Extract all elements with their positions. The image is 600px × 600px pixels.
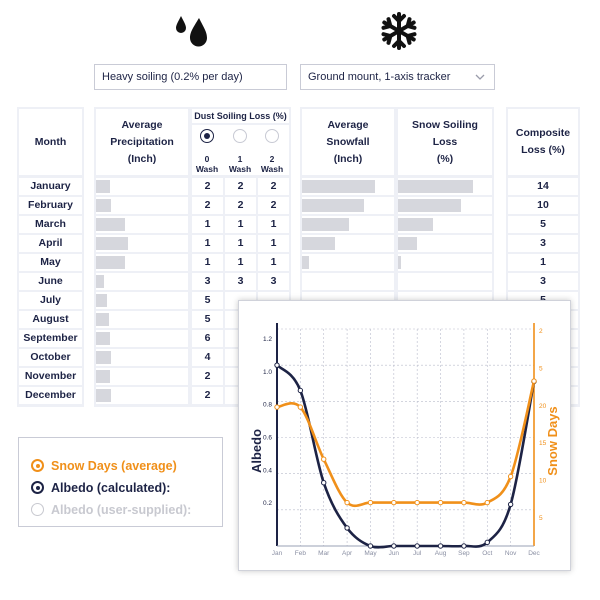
snow-days-point bbox=[322, 457, 326, 461]
wash-0-value: 1 bbox=[192, 235, 223, 252]
snowfall-bar bbox=[302, 218, 349, 231]
snowfall-cell bbox=[302, 216, 394, 233]
wash-0-value: 2 bbox=[192, 178, 223, 195]
mount-select-value: Ground mount, 1-axis tracker bbox=[308, 71, 451, 83]
right-tick-label: 5 bbox=[539, 365, 543, 373]
right-tick-label: 5 bbox=[539, 515, 543, 522]
snowfall-cell bbox=[302, 235, 394, 252]
snow-days-point bbox=[392, 500, 396, 504]
wash-0-value: 3 bbox=[192, 273, 223, 290]
snowloss-bar bbox=[398, 256, 401, 269]
wash-1-value: 1 bbox=[225, 216, 256, 233]
precip-cell bbox=[96, 330, 188, 347]
wash-0-value: 2 bbox=[192, 197, 223, 214]
snowloss-bar bbox=[398, 237, 417, 250]
precip-bar bbox=[96, 389, 111, 402]
snowfall-bar bbox=[302, 199, 364, 212]
wash-0-value: 5 bbox=[192, 311, 223, 328]
water-drops-icon bbox=[172, 12, 212, 50]
precip-header-line1: Average bbox=[121, 118, 163, 131]
precip-bar bbox=[96, 332, 110, 345]
albedo-point bbox=[438, 544, 442, 548]
legend-albedo-calculated[interactable] bbox=[31, 481, 170, 495]
snow-days-point bbox=[462, 500, 466, 504]
legend-snow-days[interactable] bbox=[31, 459, 177, 473]
soiling-select[interactable] bbox=[94, 64, 287, 90]
snowfall-cell bbox=[302, 254, 394, 271]
precip-bar bbox=[96, 370, 110, 383]
precip-bar bbox=[96, 294, 107, 307]
x-tick-label: Jun bbox=[388, 550, 400, 557]
wash-1-value: 1 bbox=[225, 235, 256, 252]
precip-cell bbox=[96, 292, 188, 309]
precip-cell bbox=[96, 273, 188, 290]
snowflake-icon bbox=[378, 10, 420, 52]
snowloss-cell bbox=[398, 235, 492, 252]
composite-value: 5 bbox=[508, 216, 578, 233]
x-tick-label: Dec bbox=[528, 550, 540, 557]
precip-bar bbox=[96, 237, 128, 250]
right-tick-label: 10 bbox=[539, 477, 547, 485]
precip-bar bbox=[96, 256, 125, 269]
x-tick-label: Apr bbox=[342, 550, 353, 557]
precip-bar bbox=[96, 351, 111, 364]
mount-select[interactable] bbox=[300, 64, 495, 90]
precip-cell bbox=[96, 216, 188, 233]
snowloss-header-line1: Snow Soiling bbox=[412, 118, 478, 131]
precip-header bbox=[96, 109, 188, 175]
right-tick-label: 2 bbox=[539, 328, 543, 335]
albedo-point bbox=[322, 481, 326, 485]
snowloss-cell bbox=[398, 197, 492, 214]
precip-cell bbox=[96, 368, 188, 385]
albedo-point bbox=[345, 526, 349, 530]
albedo-line bbox=[277, 365, 534, 547]
snowfall-header-line3: (Inch) bbox=[333, 152, 363, 165]
snow-days-radio[interactable] bbox=[31, 459, 44, 472]
wash-0-value: 1 bbox=[192, 254, 223, 271]
x-tick-label: Feb bbox=[294, 550, 306, 557]
composite-value: 10 bbox=[508, 197, 578, 214]
snow-days-point bbox=[508, 474, 512, 478]
albedo-snow-chart bbox=[239, 301, 572, 572]
snowloss-header-line2: Loss bbox=[432, 135, 458, 148]
wash-0-radio[interactable] bbox=[200, 129, 214, 143]
snow-days-point bbox=[415, 500, 419, 504]
wash-0-value: 1 bbox=[192, 216, 223, 233]
wash-0-value: 5 bbox=[192, 292, 223, 309]
month-label: August bbox=[19, 311, 82, 328]
snowfall-cell bbox=[302, 197, 394, 214]
wash-2-label: 2 Wash bbox=[260, 154, 284, 174]
right-axis-title: Snow Days bbox=[545, 406, 560, 476]
snow-days-point bbox=[438, 500, 442, 504]
right-tick-label: 20 bbox=[539, 402, 547, 410]
composite-header bbox=[508, 109, 578, 175]
snow-days-point bbox=[275, 405, 279, 409]
snowloss-cell bbox=[398, 178, 492, 195]
albedo-point bbox=[392, 544, 396, 548]
snow-days-point bbox=[532, 379, 536, 383]
x-tick-label: Jul bbox=[413, 550, 422, 557]
precip-bar bbox=[96, 180, 110, 193]
chevron-down-icon bbox=[474, 71, 486, 83]
x-tick-label: Mar bbox=[318, 550, 330, 557]
albedo-calculated-radio[interactable] bbox=[31, 481, 44, 494]
composite-header-line1: Composite bbox=[515, 127, 571, 139]
wash-2-value: 1 bbox=[258, 235, 289, 252]
wash-1-value: 2 bbox=[225, 197, 256, 214]
left-tick-label: 0.6 bbox=[262, 434, 272, 442]
wash-0-radio-dot bbox=[204, 133, 210, 139]
snowloss-header-line3: (%) bbox=[436, 152, 454, 165]
albedo-point bbox=[298, 388, 302, 392]
wash-0-value: 4 bbox=[192, 349, 223, 366]
snow-days-point bbox=[345, 500, 349, 504]
snowfall-header-line2: Snowfall bbox=[326, 135, 370, 148]
month-label: February bbox=[19, 197, 82, 214]
snowfall-bar bbox=[302, 237, 335, 250]
x-tick-label: Oct bbox=[482, 550, 493, 557]
precip-cell bbox=[96, 349, 188, 366]
chart-legend bbox=[18, 437, 223, 527]
right-tick-label: 15 bbox=[539, 440, 547, 448]
precip-cell bbox=[96, 387, 188, 404]
snowfall-header bbox=[302, 109, 394, 175]
month-header: Month bbox=[19, 109, 82, 175]
wash-0-value: 6 bbox=[192, 330, 223, 347]
left-tick-label: 0.4 bbox=[262, 467, 272, 475]
wash-1-value: 2 bbox=[225, 178, 256, 195]
albedo-point bbox=[368, 544, 372, 548]
legend-snow-days-label: Snow Days (average) bbox=[51, 459, 177, 473]
left-axis-title: Albedo bbox=[249, 428, 264, 474]
month-label: May bbox=[19, 254, 82, 271]
left-tick-label: 0.8 bbox=[262, 401, 272, 409]
x-tick-label: Aug bbox=[434, 550, 447, 557]
snowloss-bar bbox=[398, 199, 461, 212]
month-label: April bbox=[19, 235, 82, 252]
legend-albedo-calculated-label: Albedo (calculated): bbox=[51, 481, 171, 495]
composite-header-line2: Loss (%) bbox=[521, 144, 565, 156]
x-tick-label: Sep bbox=[458, 550, 470, 557]
month-label: July bbox=[19, 292, 82, 309]
left-tick-label: 0.2 bbox=[262, 500, 272, 508]
month-label: January bbox=[19, 178, 82, 195]
wash-2-value: 2 bbox=[258, 178, 289, 195]
snowfall-cell bbox=[302, 178, 394, 195]
dust-wash-header bbox=[192, 125, 289, 175]
wash-0-value: 2 bbox=[192, 387, 223, 404]
wash-1-label: 1 Wash bbox=[228, 154, 252, 174]
wash-2-value: 3 bbox=[258, 273, 289, 290]
left-tick-label: 1.0 bbox=[262, 368, 272, 376]
month-label: June bbox=[19, 273, 82, 290]
month-label: November bbox=[19, 368, 82, 385]
snowloss-cell bbox=[398, 273, 492, 290]
snow-days-line bbox=[277, 381, 534, 506]
snow-days-point bbox=[298, 405, 302, 409]
dust-header: Dust Soiling Loss (%) bbox=[192, 109, 289, 123]
snow-days-point bbox=[368, 500, 372, 504]
albedo-point bbox=[508, 502, 512, 506]
wash-0-label: 0 Wash bbox=[195, 154, 219, 174]
precip-bar bbox=[96, 218, 125, 231]
snowfall-bar bbox=[302, 180, 375, 193]
composite-value: 3 bbox=[508, 273, 578, 290]
albedo-point bbox=[462, 544, 466, 548]
precip-cell bbox=[96, 197, 188, 214]
albedo-point bbox=[275, 363, 279, 367]
wash-1-value: 1 bbox=[225, 254, 256, 271]
precip-header-line2: Precipitation bbox=[110, 135, 174, 148]
precip-bar bbox=[96, 313, 109, 326]
albedo-point bbox=[415, 544, 419, 548]
albedo-point bbox=[485, 540, 489, 544]
wash-0-value: 2 bbox=[192, 368, 223, 385]
precip-cell bbox=[96, 254, 188, 271]
precip-bar bbox=[96, 199, 111, 212]
wash-2-value: 2 bbox=[258, 197, 289, 214]
precip-bar bbox=[96, 275, 104, 288]
snowfall-cell bbox=[302, 273, 394, 290]
precip-cell bbox=[96, 178, 188, 195]
snowloss-bar bbox=[398, 218, 433, 231]
snowloss-cell bbox=[398, 216, 492, 233]
legend-albedo-user[interactable] bbox=[31, 503, 191, 517]
composite-value: 14 bbox=[508, 178, 578, 195]
month-label: October bbox=[19, 349, 82, 366]
wash-1-value: 3 bbox=[225, 273, 256, 290]
wash-2-value: 1 bbox=[258, 216, 289, 233]
left-tick-label: 1.2 bbox=[262, 336, 272, 343]
snow-days-radio-dot bbox=[36, 464, 40, 468]
composite-value: 1 bbox=[508, 254, 578, 271]
x-tick-label: May bbox=[364, 550, 377, 557]
legend-albedo-user-label: Albedo (user-supplied): bbox=[51, 503, 192, 517]
albedo-user-radio[interactable] bbox=[31, 503, 44, 516]
wash-2-value: 1 bbox=[258, 254, 289, 271]
precip-cell bbox=[96, 311, 188, 328]
x-tick-label: Nov bbox=[504, 550, 517, 557]
month-label: December bbox=[19, 387, 82, 404]
precip-header-line3: (Inch) bbox=[127, 152, 157, 165]
month-label: March bbox=[19, 216, 82, 233]
wash-2-radio[interactable] bbox=[265, 129, 279, 143]
snow-days-point bbox=[485, 500, 489, 504]
composite-value: 3 bbox=[508, 235, 578, 252]
x-tick-label: Jan bbox=[271, 550, 283, 557]
snowloss-cell bbox=[398, 254, 492, 271]
snowloss-bar bbox=[398, 180, 473, 193]
albedo-chart-card bbox=[238, 300, 571, 571]
albedo-calculated-radio-dot bbox=[36, 486, 40, 490]
precip-cell bbox=[96, 235, 188, 252]
month-label: September bbox=[19, 330, 82, 347]
snowloss-header bbox=[398, 109, 492, 175]
wash-1-radio[interactable] bbox=[233, 129, 247, 143]
soiling-select-value: Heavy soiling (0.2% per day) bbox=[102, 71, 243, 83]
snowfall-bar bbox=[302, 256, 309, 269]
snowfall-header-line1: Average bbox=[327, 118, 369, 131]
